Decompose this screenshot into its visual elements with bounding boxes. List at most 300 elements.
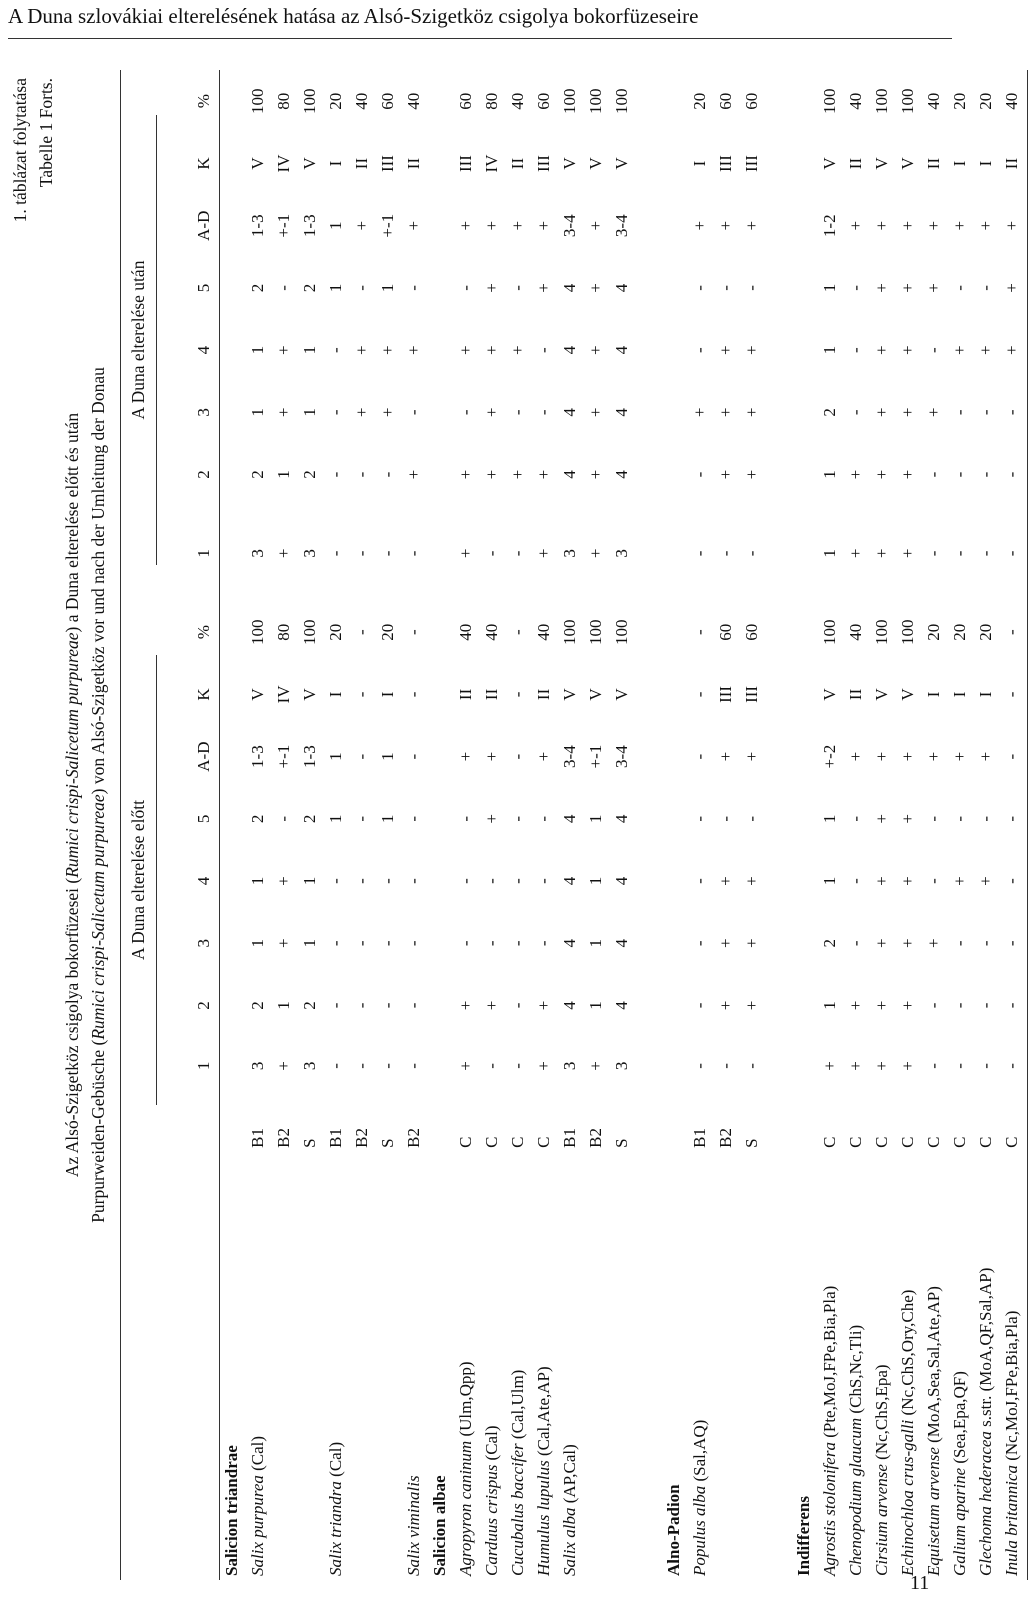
value-cell: I — [378, 691, 397, 698]
table-row — [297, 70, 323, 1580]
value-cell: 2 — [300, 814, 319, 824]
value-cell: 100 — [820, 88, 839, 114]
value-cell: + — [482, 345, 501, 355]
section-label: Salicion albae — [430, 1475, 449, 1576]
value-cell: 1 — [820, 1001, 839, 1010]
value-cell: II — [846, 688, 865, 701]
species-suffix: (Cal,Ate,AP) — [534, 1366, 553, 1461]
table-row — [609, 70, 635, 1580]
value-cell: III — [378, 155, 397, 173]
value-cell: IV — [274, 685, 293, 704]
value-cell: + — [404, 345, 423, 355]
value-cell: 1 — [586, 814, 605, 824]
species-cell — [921, 1150, 947, 1580]
species-name: Salix purpurea — [248, 1475, 267, 1576]
column-header: K — [194, 157, 213, 170]
section-row — [427, 70, 453, 1580]
species-name: Echinochloa crus-galli — [898, 1419, 917, 1576]
value-cell: I — [326, 160, 345, 167]
value-cell: - — [508, 691, 527, 698]
value-cell: 1 — [586, 1001, 605, 1010]
value-cell: + — [924, 407, 943, 418]
value-cell: - — [326, 1063, 345, 1069]
value-cell: - — [1002, 550, 1021, 557]
value-cell: + — [716, 1000, 735, 1011]
species-cell — [245, 1150, 271, 1580]
value-cell: + — [898, 814, 917, 824]
value-cell: + — [404, 469, 423, 480]
species-suffix: (AP,Cal) — [560, 1444, 579, 1508]
species-cell — [531, 1150, 557, 1580]
value-cell: 1 — [326, 814, 345, 824]
value-cell: - — [924, 347, 943, 353]
value-cell: 2 — [248, 470, 267, 479]
value-cell: 4 — [612, 470, 631, 479]
value-cell: - — [742, 815, 761, 822]
layer-code: B2 — [716, 1127, 735, 1148]
value-cell: I — [690, 160, 709, 167]
value-cell: - — [274, 815, 293, 822]
value-cell: V — [612, 688, 631, 701]
value-cell: 1 — [248, 876, 267, 886]
value-cell: + — [456, 751, 475, 762]
value-cell: - — [482, 1063, 501, 1069]
value-cell: + — [898, 283, 917, 293]
value-cell: + — [586, 283, 605, 293]
value-cell: 2 — [248, 283, 267, 293]
value-cell: + — [456, 1000, 475, 1011]
value-cell: 100 — [248, 88, 267, 114]
value-cell: + — [378, 345, 397, 355]
value-cell: - — [690, 471, 709, 478]
value-cell: - — [1002, 471, 1021, 478]
species-cell — [947, 1150, 973, 1580]
value-cell: 4 — [560, 938, 579, 948]
value-cell: 1 — [586, 876, 605, 886]
value-cell: 1 — [248, 938, 267, 948]
value-cell: V — [612, 157, 631, 170]
value-cell: + — [924, 751, 943, 762]
value-cell: + — [716, 220, 735, 231]
value-cell: + — [534, 220, 553, 231]
group-after-rule — [156, 115, 157, 565]
value-cell: + — [716, 876, 735, 886]
column-header-species — [189, 1150, 219, 1580]
layer-code: B1 — [690, 1127, 709, 1148]
header-rule — [8, 38, 952, 39]
table-row — [453, 70, 479, 1580]
value-cell: + — [742, 407, 761, 418]
layer-code: B1 — [248, 1127, 267, 1148]
value-cell: - — [508, 753, 527, 760]
table-label-de: Tabelle 1 Forts. — [36, 78, 56, 188]
layer-code: C — [482, 1136, 501, 1148]
value-cell: - — [716, 550, 735, 557]
layer-code: C — [820, 1136, 839, 1148]
column-header: 5 — [194, 283, 213, 293]
value-cell: - — [352, 550, 371, 557]
table-row — [245, 70, 271, 1580]
value-cell: +-1 — [378, 213, 397, 238]
table-row — [271, 70, 297, 1580]
value-cell: + — [872, 407, 891, 418]
value-cell: 3-4 — [612, 214, 631, 238]
value-cell: + — [742, 345, 761, 355]
value-cell: + — [846, 548, 865, 559]
value-cell: 3-4 — [560, 745, 579, 768]
value-cell: III — [716, 155, 735, 173]
value-cell: - — [508, 629, 527, 636]
value-cell: - — [508, 940, 527, 947]
table-row — [817, 70, 843, 1580]
rotated-table-page — [0, 70, 1021, 1580]
value-cell: - — [976, 815, 995, 822]
value-cell: - — [482, 940, 501, 947]
value-cell: - — [378, 940, 397, 947]
value-cell: - — [404, 691, 423, 698]
value-cell: - — [456, 878, 475, 884]
value-cell: 1 — [378, 283, 397, 293]
value-cell: - — [690, 940, 709, 947]
species-name: Cucubalus baccifer — [508, 1443, 527, 1576]
species-suffix: (ChS,Nc,Tli) — [846, 1324, 865, 1418]
value-cell: 3-4 — [612, 745, 631, 768]
value-cell: 2 — [300, 283, 319, 293]
species-name: Salix alba — [560, 1507, 579, 1576]
species-cell — [349, 1150, 375, 1580]
value-cell: - — [404, 753, 423, 760]
value-cell: V — [820, 688, 839, 701]
value-cell: - — [352, 629, 371, 636]
value-cell: 20 — [690, 92, 709, 110]
value-cell: V — [300, 688, 319, 701]
value-cell: - — [950, 550, 969, 557]
table-row — [557, 70, 583, 1580]
table-row — [739, 70, 765, 1580]
value-cell: + — [586, 220, 605, 231]
caption-de: Purpurweiden-Gebüsche (Rumici crispi-Salicetum purpureae) von Alsó-Szigetköz vor und nach der Umleitung der Donau — [88, 367, 108, 1223]
value-cell: III — [716, 685, 735, 703]
value-cell: - — [352, 878, 371, 884]
species-name: Cirsium arvense — [872, 1464, 891, 1576]
value-cell: - — [456, 285, 475, 291]
value-cell: - — [378, 550, 397, 557]
value-cell: 1 — [300, 345, 319, 355]
value-cell: 2 — [300, 470, 319, 479]
section-row — [791, 70, 817, 1580]
layer-code: S — [742, 1138, 761, 1148]
value-cell: - — [352, 753, 371, 760]
value-cell: 1 — [820, 283, 839, 293]
value-cell: - — [404, 550, 423, 557]
value-cell: - — [274, 285, 293, 291]
table-row — [947, 70, 973, 1580]
species-cell — [895, 1150, 921, 1580]
value-cell: 3 — [248, 549, 267, 558]
value-cell: - — [976, 1063, 995, 1069]
value-cell: - — [846, 285, 865, 291]
value-cell: III — [534, 155, 553, 173]
species-name: Humulus lupulus — [534, 1460, 553, 1576]
species-cell — [323, 1150, 349, 1580]
species-cell — [297, 1150, 323, 1580]
value-cell: + — [950, 876, 969, 886]
value-cell: + — [482, 220, 501, 231]
spacer-cell — [635, 70, 661, 1580]
value-cell: I — [976, 160, 995, 167]
value-cell: - — [690, 1063, 709, 1069]
value-cell: - — [690, 753, 709, 760]
value-cell: + — [898, 751, 917, 762]
value-cell: II — [456, 688, 475, 701]
value-cell: - — [924, 471, 943, 478]
value-cell: 4 — [560, 1001, 579, 1010]
species-cell — [713, 1150, 739, 1580]
value-cell: - — [508, 1063, 527, 1069]
value-cell: - — [950, 471, 969, 478]
value-cell: - — [404, 1002, 423, 1009]
value-cell: + — [898, 1000, 917, 1011]
species-cell — [557, 1150, 583, 1580]
value-cell: - — [1002, 1002, 1021, 1009]
data-table — [189, 70, 1025, 1580]
layer-code: C — [898, 1136, 917, 1148]
value-cell: - — [976, 940, 995, 947]
value-cell: 60 — [716, 92, 735, 110]
value-cell: - — [326, 409, 345, 416]
species-suffix: s.str. (MoA,QF,Sal,AP) — [976, 1267, 995, 1432]
layer-code: S — [378, 1138, 397, 1148]
value-cell: - — [742, 1063, 761, 1069]
column-header: 1 — [194, 549, 213, 558]
section-label: Alno-Padion — [664, 1484, 683, 1576]
species-cell — [687, 1150, 713, 1580]
value-cell: +-1 — [274, 744, 293, 769]
value-cell: - — [1002, 815, 1021, 822]
layer-code: B2 — [352, 1127, 371, 1148]
species-suffix: (Sal,AQ) — [690, 1419, 709, 1486]
value-cell: 1 — [248, 408, 267, 417]
value-cell: - — [1002, 753, 1021, 760]
value-cell: - — [326, 347, 345, 353]
table-row — [349, 70, 375, 1580]
value-cell: + — [898, 1061, 917, 1071]
value-cell: 100 — [300, 619, 319, 645]
value-cell: + — [586, 407, 605, 418]
value-cell: 4 — [612, 814, 631, 824]
layer-code: B2 — [586, 1127, 605, 1148]
value-cell: V — [248, 157, 267, 170]
value-cell: 4 — [612, 283, 631, 293]
value-cell: 40 — [1002, 92, 1021, 110]
species-cell — [609, 1150, 635, 1580]
value-cell: 100 — [248, 619, 267, 645]
value-cell: - — [976, 550, 995, 557]
value-cell: 3 — [560, 549, 579, 558]
species-name: Carduus crispus — [482, 1464, 501, 1576]
value-cell: + — [872, 1000, 891, 1011]
value-cell: 4 — [560, 876, 579, 886]
value-cell: 4 — [612, 408, 631, 417]
value-cell: + — [482, 1000, 501, 1011]
value-cell: - — [352, 691, 371, 698]
value-cell: 100 — [300, 88, 319, 114]
layer-code: C — [1002, 1136, 1021, 1148]
value-cell: - — [352, 285, 371, 291]
value-cell: V — [872, 157, 891, 170]
value-cell: + — [872, 283, 891, 293]
species-cell — [453, 1150, 479, 1580]
species-name: Galium aparine — [950, 1467, 969, 1576]
value-cell: 1 — [326, 221, 345, 230]
value-cell: 1-3 — [300, 214, 319, 238]
value-cell: - — [1002, 1063, 1021, 1069]
top-rule — [120, 70, 121, 1580]
column-header: A-D — [194, 210, 213, 241]
value-cell: + — [716, 469, 735, 480]
value-cell: 2 — [248, 814, 267, 824]
value-cell: - — [352, 940, 371, 947]
species-suffix: (Nc,ChS,Ory,Che) — [898, 1289, 917, 1420]
value-cell: + — [898, 345, 917, 355]
value-cell: - — [1002, 691, 1021, 698]
value-cell: 4 — [612, 938, 631, 948]
layer-code: B2 — [404, 1127, 423, 1148]
value-cell: 100 — [898, 619, 917, 645]
column-header: 4 — [194, 876, 213, 886]
section-row — [661, 70, 687, 1580]
column-header: 3 — [194, 938, 213, 948]
value-cell: + — [404, 220, 423, 231]
species-suffix: (Nc,ChS,Epa) — [872, 1364, 891, 1465]
table-row — [895, 70, 921, 1580]
value-cell: 40 — [846, 92, 865, 110]
column-header: K — [194, 688, 213, 701]
layer-code: S — [612, 1138, 631, 1148]
value-cell: 100 — [560, 88, 579, 114]
layer-code: C — [534, 1136, 553, 1148]
species-name: Agropyron caninum — [456, 1440, 475, 1576]
species-cell — [973, 1150, 999, 1580]
value-cell: 1-2 — [820, 214, 839, 238]
value-cell: 1 — [820, 345, 839, 355]
value-cell: V — [586, 157, 605, 170]
value-cell: + — [924, 283, 943, 293]
species-name: Salix triandra — [326, 1481, 345, 1576]
value-cell: 2 — [300, 1001, 319, 1010]
value-cell: + — [456, 345, 475, 355]
value-cell: + — [352, 345, 371, 355]
value-cell: 20 — [950, 92, 969, 110]
value-cell: 20 — [976, 92, 995, 110]
table-row — [713, 70, 739, 1580]
value-cell: 100 — [898, 88, 917, 114]
layer-code: C — [924, 1136, 943, 1148]
layer-code: B1 — [560, 1127, 579, 1148]
value-cell: + — [690, 407, 709, 418]
value-cell: + — [872, 1061, 891, 1071]
value-cell: I — [976, 691, 995, 698]
value-cell: 1 — [586, 938, 605, 948]
value-cell: - — [378, 1002, 397, 1009]
value-cell: 1 — [248, 345, 267, 355]
value-cell: - — [950, 285, 969, 291]
value-cell: + — [456, 469, 475, 480]
value-cell: + — [352, 407, 371, 418]
value-cell: - — [846, 815, 865, 822]
value-cell: - — [690, 691, 709, 698]
species-cell — [479, 1150, 505, 1580]
value-cell: + — [534, 1000, 553, 1011]
value-cell: 40 — [482, 623, 501, 641]
column-header-code — [189, 1095, 219, 1150]
value-cell: - — [404, 409, 423, 416]
species-suffix: (Pte,MoJ,FPe,Bia,Pla) — [820, 1285, 839, 1443]
group-after-label: A Duna elterelése után — [128, 260, 148, 420]
value-cell: + — [924, 938, 943, 949]
value-cell: + — [898, 938, 917, 949]
value-cell: + — [872, 751, 891, 762]
value-cell: + — [508, 469, 527, 480]
value-cell: - — [326, 940, 345, 947]
table-row — [505, 70, 531, 1580]
spacer-row — [765, 70, 791, 1580]
value-cell: - — [1002, 878, 1021, 884]
value-cell: - — [404, 629, 423, 636]
value-cell: 4 — [560, 408, 579, 417]
value-cell: - — [534, 347, 553, 353]
value-cell: 4 — [612, 876, 631, 886]
value-cell: - — [456, 409, 475, 416]
value-cell: + — [898, 876, 917, 886]
column-header: 2 — [194, 1001, 213, 1010]
value-cell: I — [950, 160, 969, 167]
species-cell — [505, 1150, 531, 1580]
value-cell: + — [534, 548, 553, 559]
value-cell: 1 — [378, 752, 397, 761]
value-cell: + — [716, 345, 735, 355]
value-cell: - — [950, 815, 969, 822]
value-cell: - — [716, 285, 735, 291]
value-cell: + — [950, 220, 969, 231]
species-cell — [739, 1150, 765, 1580]
running-head: A Duna szlovákiai elterelésének hatása az Alsó-Szigetköz csigolya bokorfüzeseire — [8, 4, 699, 28]
value-cell: 4 — [560, 470, 579, 479]
column-header: 1 — [194, 1061, 213, 1071]
value-cell: 60 — [534, 92, 553, 110]
table-row — [479, 70, 505, 1580]
value-cell: + — [274, 345, 293, 355]
value-cell: - — [404, 878, 423, 884]
value-cell: - — [404, 1063, 423, 1069]
value-cell: - — [846, 347, 865, 353]
value-cell: - — [534, 940, 553, 947]
value-cell: 20 — [326, 623, 345, 641]
value-cell: + — [586, 345, 605, 355]
value-cell: - — [326, 550, 345, 557]
table-row — [323, 70, 349, 1580]
value-cell: 100 — [612, 619, 631, 645]
table-row — [843, 70, 869, 1580]
value-cell: + — [1002, 220, 1021, 231]
value-cell: + — [586, 548, 605, 559]
value-cell: - — [404, 815, 423, 822]
value-cell: - — [326, 471, 345, 478]
value-cell: 80 — [274, 623, 293, 641]
species-suffix: (Cal,Ulm) — [508, 1369, 527, 1444]
value-cell: 20 — [976, 623, 995, 641]
layer-code: C — [872, 1136, 891, 1148]
